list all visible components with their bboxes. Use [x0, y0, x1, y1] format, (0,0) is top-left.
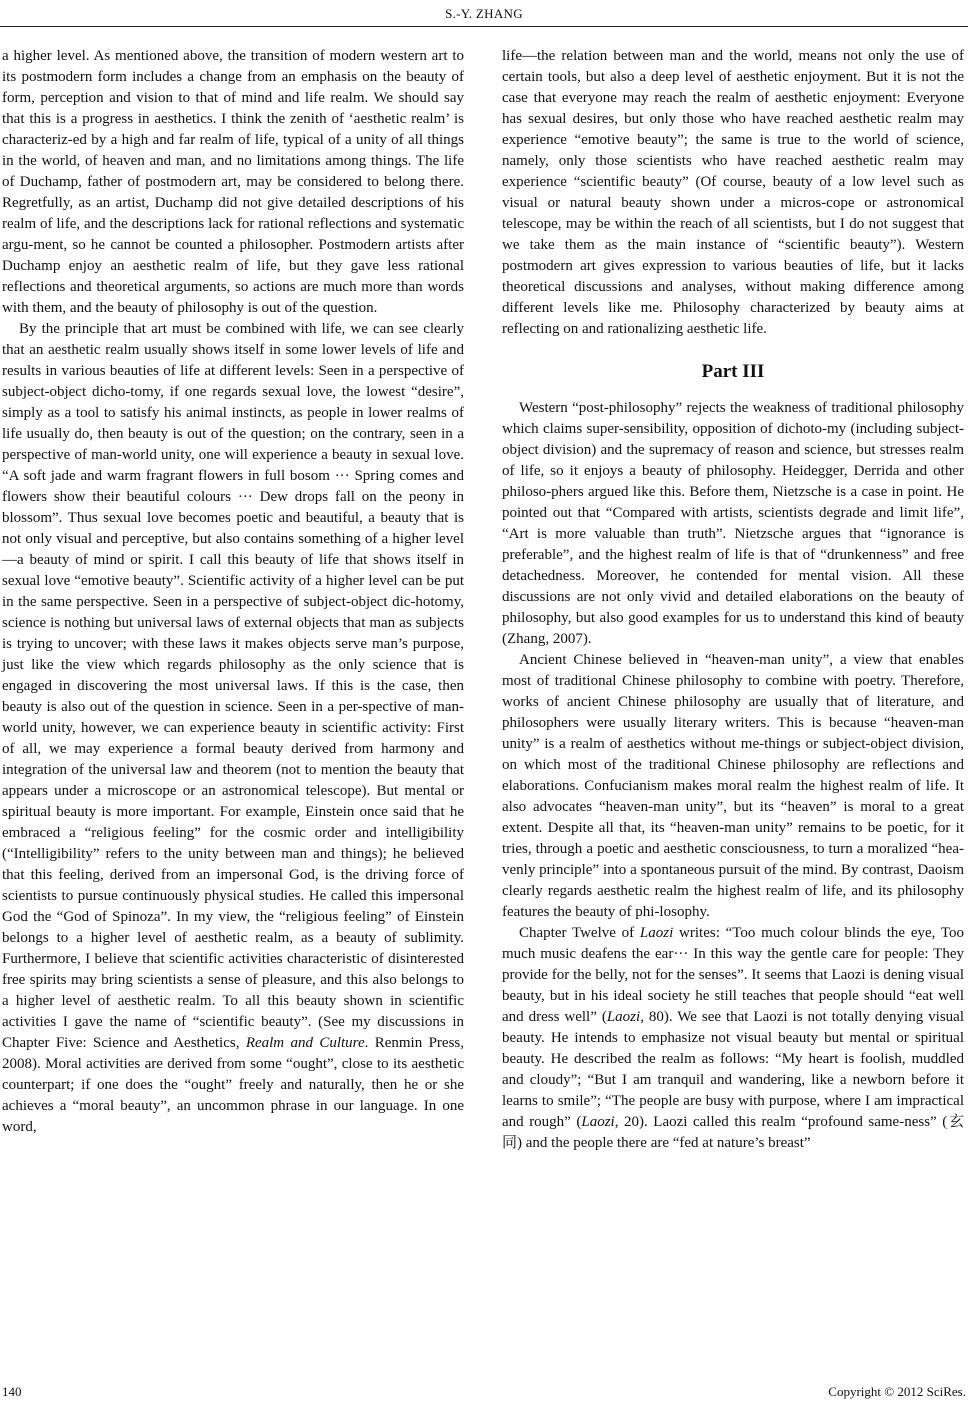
book-title: Laozi	[581, 1114, 615, 1130]
paragraph-text: . Renmin Press, 2008). Moral activities are derived from some “ought”, close to its aesthetic counterpart; if one does the “ought” freely and naturally, then he or she achieves a “moral beauty”, an uncommon phrase in our language. In one word,	[2, 1035, 465, 1135]
book-title: Realm and Culture	[245, 1035, 365, 1051]
left-column	[2, 46, 464, 1138]
page-number: 140	[2, 1384, 22, 1399]
paragraph-text: , 80). We see that Laozi is not totally denying visual beauty. He intends to emphasize not visual beauty but mental or spiritual beauty. He described the realm as follows: “My heart is foolish, muddled and cloudy”; “But I am tranquil and wandering, like a newborn before it learns to smile”; “The people are busy with purpose, where I am impractical and rough” (	[502, 1009, 964, 1130]
paragraph-continued: life—the relation between man and the world, means not only the use of certain tools, but also a deep level of aesthetic enjoyment. But it is not the case that everyone may reach the realm of aesthetic enjoyment: Everyone has sexual desires, but only those who have reached aesthetic realm may experience “emotive beauty”; the same is true to the world of science, namely, only those scientists who have reached aesthetic realm may experience “scientific beauty” (Of course, beauty of a low level such as visual or natural beauty shown under a micros-cope or astronomical telescope, may be within the reach of all scientists, but I do not suggest that we take them as the main instance of “scientific beauty”). Western postmodern art gives expression to various beauties of life, but it lacks theoretical discussions and analyses, without making difference among different levels like me. Philosophy characterized by beauty aims at reflecting on and rationalizing aesthetic life.	[502, 48, 964, 337]
paragraph-intro: a higher level. As mentioned above, the transition of modern western art to its postmodern form includes a change from an emphasis on the beauty of form, perception and vision to that of mind and life realm. We should say that this is a progress in aesthetics. I think the zenith of ‘aesthetic realm’ is characteriz-ed by a high and far realm of life, typical of a unity of all things in the world, of heaven and man, and no limitations among things. The life of Duchamp, father of postmodern art, may be considered to belong there. Regretfully, as an artist, Duchamp did not give detailed descriptions of his realm of life, and the descriptions lack for rational reflections and systematic argu-ment, so he cannot be counted a philosopher. Postmodern artists after Duchamp enjoy an aesthetic realm of life, but they gave less rational reflections and theoretical arguments, so actions are much more than words with them, and the beauty of philosophy is out of the question.	[2, 48, 464, 316]
running-head: S.-Y. ZHANG	[445, 6, 523, 21]
paragraph-text: , 20). Laozi called this realm “profound same-ness” (玄同) and the people there are “fed at nature’s breast”	[502, 1114, 964, 1151]
paragraph-text: writes: “Too much colour blinds the eye, Too much music deafens the ear··· In this way the gentle care for people: They provide for the belly, not for the senses”. It seems that Laozi is dening visual beauty, but in his ideal society he still teaches that people should “eat well and dress well” (	[502, 925, 965, 1025]
book-title: Laozi	[606, 1009, 641, 1025]
paragraph-text: By the principle that art must be combined with life, we can see clearly that an aesthetic realm usually shows itself in some lower levels of life and results in various beauties of life at different levels: Seen in a perspective of subject-object dicho-tomy, if one regards sexual love, the lowest “desire”, simply as a tool to satisfy his animal instincts, as people in lower realms of life usually do, then beauty is out of the question; on the contrary, seen in a perspective of man-world unity, one will experience a beauty in sexual love. “A soft jade and warm fragrant flowers in full bosom ··· Spring comes and flowers show their beautiful colours ··· Dew drops fall on the peony in blossom”. Thus sexual love becomes poetic and beautiful, a beauty that is not only visual and perceptive, but also contains something of a higher level—a beauty of mind or spirit. I call this beauty of life that shows itself in sexual love “emotive beauty”. Scientific activity of a higher level can be put in the same perspective. Seen in a perspective of subject-object dic-hotomy, science is nothing but universal laws of external objects that man as subjects is trying to uncover; with these laws it makes objects serve man’s purpose, just like the view which regards philosophy as the only science that is engaged in discovering the most universal laws. If this is the case, then beauty is also out of the question in science. Seen in a per-spective of man-world unity, however, we can experience beauty in scientific activity: First of all, we may experience a formal beauty derived from harmony and integration of the universal law and theorem (not to mention the beauty that appears under a microscope or an astronomical telescope). But mental or spiritual beauty is more important. For example, Einstein once said that he embraced a “religious feeling” for the cosmic order and intelligibility (“Intelligibility” refers to the unity between man and things); he believed that this feeling, derived from an impersonal God, is the driving force of scientists to pursue continuously physical studies. He called this impersonal God the “God of Spinoza”. In my view, the “religious feeling” of Einstein belongs to a higher level of aesthetic realm, as a beauty of sublimity. Furthermore, I believe that scientific activities characteristic of disinterested free spirits may bring scientists a sense of pleasure, and this also belongs to a higher level of aesthetic realm. To all this beauty shown in scientific activities I gave the name of “scientific beauty”. (See my discussions in Chapter Five: Science and Aesthetics,	[2, 321, 464, 1051]
section-heading: Part III	[701, 361, 765, 382]
paragraph-post-philosophy: Western “post-philosophy” rejects the weakness of traditional philosophy which claims super-sensibility, opposition of dichoto-my (including subject-object division) and the supremacy of reason and science, but stresses realm of life, so it enjoys a beauty of philosophy. Heidegger, Derrida and other philoso-phers argued like this. Before them, Nietzsche is a case in point. He pointed out that “Compared with artists, scientists degrade and limit life”, “Art is more valuable than truth”. Nietzsche argues that “ignorance is preferable”, and the highest realm of life is that of “drunkenness” and free detachedness. Moreover, he contended for mental vision. All these discussions are not only vivid and detailed elaborations on the beauty of philosophy, but also good examples for us to understand this kind of beauty (Zhang, 2007).	[502, 400, 964, 647]
paragraph-chinese-philosophy: Ancient Chinese believed in “heaven-man unity”, a view that enables most of traditional Chinese philosophy to combine with poetry. Therefore, works of ancient Chinese philosophy are usually that of literature, and philosophers were usually literary writers. This is because “heaven-man unity” is a realm of aesthetics without me-things or subject-object division, on which most of the traditional Chinese philosophy are reflections and elaborations. Confucianism makes moral realm the highest realm of life. It also advocates “heaven-man unity”, but its “heaven” is moral to a great extent. Despite all that, its “heaven-man unity” remains to be poetic, for it tries, through a poetic and aesthetic consciousness, to turn a moralized “hea-venly principle” into a spontaneous pursuit of the mind. By contrast, Daoism clearly regards aesthetic realm the highest realm of life, and its philosophy features the beauty of phi-losophy.	[502, 652, 964, 920]
paragraph-laozi	[502, 923, 964, 1154]
copyright-notice: Copyright © 2012 SciRes.	[828, 1384, 966, 1399]
header-rule	[0, 26, 968, 27]
book-title: Laozi	[639, 925, 674, 941]
paragraph-life-beauty	[2, 319, 464, 1138]
paragraph-text: Chapter Twelve of	[519, 925, 640, 941]
right-column	[502, 46, 964, 1154]
